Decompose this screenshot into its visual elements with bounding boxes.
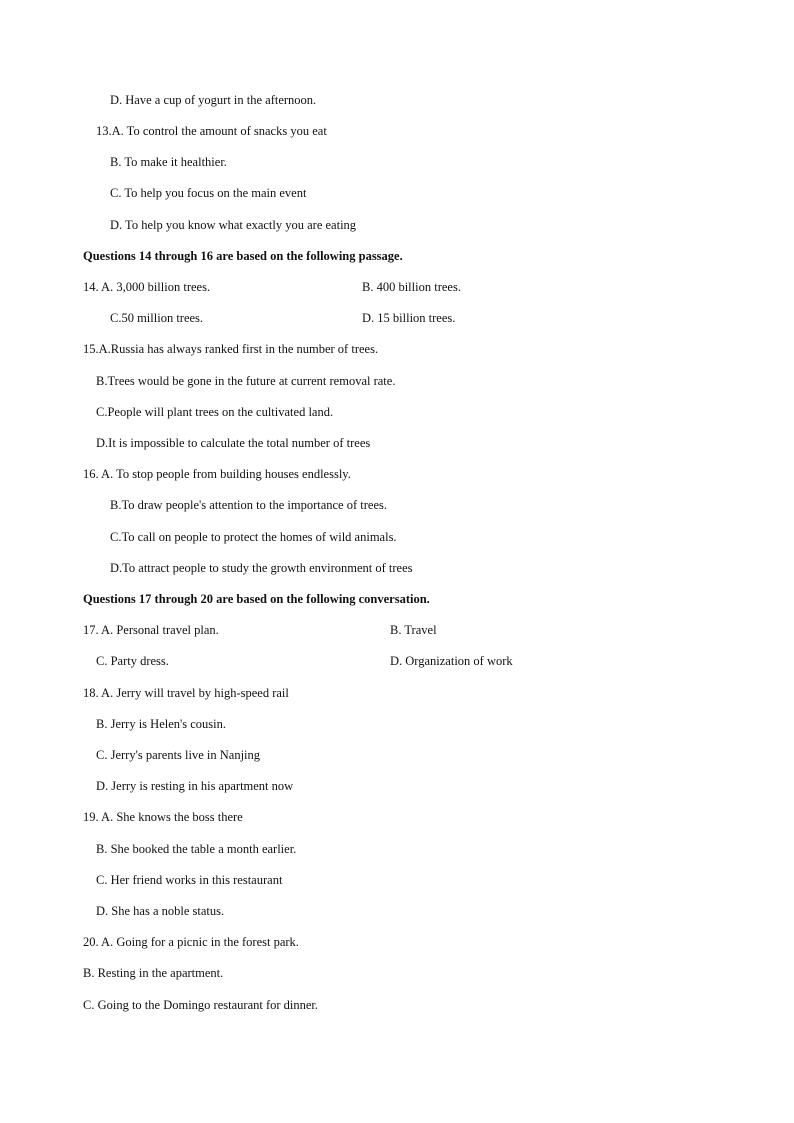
- option-17c: C. Party dress.: [96, 654, 169, 668]
- option-17a: 17. A. Personal travel plan.: [83, 623, 219, 637]
- option-18b: B. Jerry is Helen's cousin.: [96, 717, 227, 731]
- option-19d: D. She has a noble status.: [96, 904, 225, 918]
- option-18d: D. Jerry is resting in his apartment now: [96, 779, 294, 793]
- option-16a: 16. A. To stop people from building houses endlessly.: [83, 467, 351, 481]
- option-13d: D. To help you know what exactly you are eating: [110, 218, 357, 232]
- option-17d: D. Organization of work: [390, 654, 513, 668]
- option-16c: C.To call on people to protect the homes of wild animals.: [110, 530, 397, 544]
- option-15d: D.It is impossible to calculate the total number of trees: [96, 436, 371, 450]
- option-18c: C. Jerry's parents live in Nanjing: [96, 748, 261, 762]
- option-13b: B. To make it healthier.: [110, 155, 227, 169]
- option-16b: B.To draw people's attention to the importance of trees.: [110, 498, 387, 512]
- section-heading-14-16: Questions 14 through 16 are based on the following passage.: [83, 249, 403, 263]
- option-14b: B. 400 billion trees.: [362, 280, 461, 294]
- option-14d: D. 15 billion trees.: [362, 311, 456, 325]
- option-19b: B. She booked the table a month earlier.: [96, 842, 297, 856]
- option-12d: D. Have a cup of yogurt in the afternoon.: [110, 93, 317, 107]
- option-19a: 19. A. She knows the boss there: [83, 810, 243, 824]
- option-15c: C.People will plant trees on the cultivated land.: [96, 405, 334, 419]
- option-20b: B. Resting in the apartment.: [83, 966, 224, 980]
- option-16d: D.To attract people to study the growth environment of trees: [110, 561, 413, 575]
- option-15b: B.Trees would be gone in the future at current removal rate.: [96, 374, 396, 388]
- option-18a: 18. A. Jerry will travel by high-speed rail: [83, 686, 289, 700]
- option-19c: C. Her friend works in this restaurant: [96, 873, 283, 887]
- option-13c: C. To help you focus on the main event: [110, 186, 307, 200]
- option-14c: C.50 million trees.: [110, 311, 204, 325]
- section-heading-17-20: Questions 17 through 20 are based on the following conversation.: [83, 592, 430, 606]
- option-13a: 13.A. To control the amount of snacks you eat: [96, 124, 327, 138]
- option-20a: 20. A. Going for a picnic in the forest park.: [83, 935, 299, 949]
- option-14a: 14. A. 3,000 billion trees.: [83, 280, 211, 294]
- option-15a: 15.A.Russia has always ranked first in the number of trees.: [83, 342, 379, 356]
- option-20c: C. Going to the Domingo restaurant for dinner.: [83, 998, 319, 1012]
- option-17b: B. Travel: [390, 623, 437, 637]
